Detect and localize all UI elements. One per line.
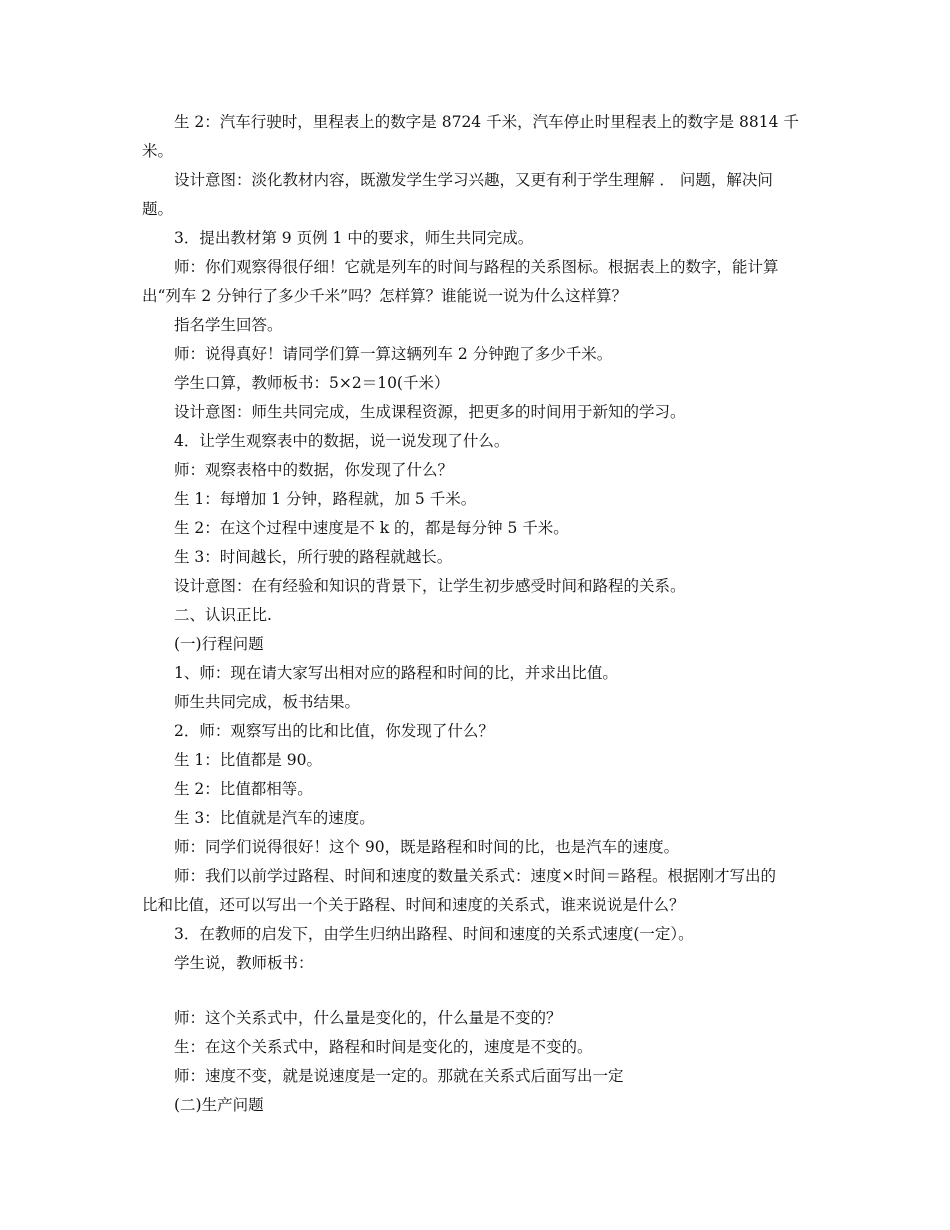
paragraph: 师：同学们说得很好！这个 90，既是路程和时间的比，也是汽车的速度。 (174, 838, 680, 856)
paragraph: 师：说得真好！请同学们算一算这辆列车 2 分钟跑了多少千米。 (174, 345, 613, 363)
paragraph: 师：速度不变，就是说速度是一定的。那就在关系式后面写出一定 (174, 1067, 624, 1085)
paragraph: 4．让学生观察表中的数据，说一说发现了什么。 (174, 432, 510, 450)
paragraph (142, 108, 802, 166)
subsection-heading: (一)行程问题 (174, 635, 264, 653)
paragraph: 2．师：观察写出的比和比值，你发现了什么？ (174, 722, 494, 740)
paragraph: 生 3：时间越长，所行驶的路程就越长。 (174, 548, 453, 566)
paragraph: 设计意图：在有经验和知识的背景下，让学生初步感受时间和路程的关系。 (174, 577, 686, 595)
paragraph: 设计意图：师生共同完成，生成课程资源，把更多的时间用于新知的学习。 (174, 403, 686, 421)
paragraph: 1、师：现在请大家写出相对应的路程和时间的比，并求出比值。 (174, 664, 618, 682)
line: 师：你们观察得很仔细！它就是列车的时间与路程的关系图标。根据表上的数字，能计算 (174, 258, 779, 276)
line: 师：我们以前学过路程、时间和速度的数量关系式：速度×时间＝路程。根据刚才写出的 (174, 867, 776, 885)
paragraph: 指名学生回答。 (174, 316, 283, 334)
paragraph: 生 2：比值都相等。 (174, 780, 313, 798)
paragraph: 3．在教师的启发下，由学生归纳出路程、时间和速度的关系式速度(一定）。 (174, 925, 694, 943)
paragraph: 师：这个关系式中，什么量是变化的，什么量是不变的？ (174, 1009, 562, 1027)
paragraph (142, 166, 802, 224)
line: 出“列车 2 分钟行了多少千米”吗？怎样算？谁能说一说为什么这样算？ (142, 287, 628, 305)
paragraph: 生：在这个关系式中，路程和时间是变化的，速度是不变的。 (174, 1038, 593, 1056)
paragraph (142, 253, 802, 311)
paragraph (142, 862, 802, 920)
paragraph: 3．提出教材第 9 页例 1 中的要求，师生共同完成。 (174, 229, 534, 247)
paragraph: 生 3：比值就是汽车的速度。 (174, 809, 375, 827)
paragraph: 学生说，教师板书： (174, 954, 314, 972)
section-heading: 二、认识正比. (174, 606, 272, 624)
subsection-heading: (二)生产问题 (174, 1096, 264, 1114)
line: 设计意图：淡化教材内容，既激发学生学习兴趣，又更有利于学生理解 ． 问题，解决问 (174, 171, 773, 189)
paragraph: 学生口算，教师板书：5×2＝10(千米） (174, 374, 450, 392)
paragraph: 师生共同完成，板书结果。 (174, 693, 361, 711)
paragraph: 生 2：在这个过程中速度是不 k 的，都是每分钟 5 千米。 (174, 519, 569, 537)
paragraph: 师：观察表格中的数据，你发现了什么？ (174, 461, 454, 479)
line: 比和比值，还可以写出一个关于路程、时间和速度的关系式，谁来说说是什么？ (142, 896, 685, 914)
paragraph: 生 1：每增加 1 分钟，路程就，加 5 千米。 (174, 490, 477, 508)
line: 生 2：汽车行驶时，里程表上的数字是 8724 千米，汽车停止时里程表上的数字是 8814 千 (174, 113, 799, 131)
line: 题。 (142, 200, 174, 218)
line: 米。 (142, 142, 174, 160)
paragraph: 生 1：比值都是 90。 (174, 751, 322, 769)
